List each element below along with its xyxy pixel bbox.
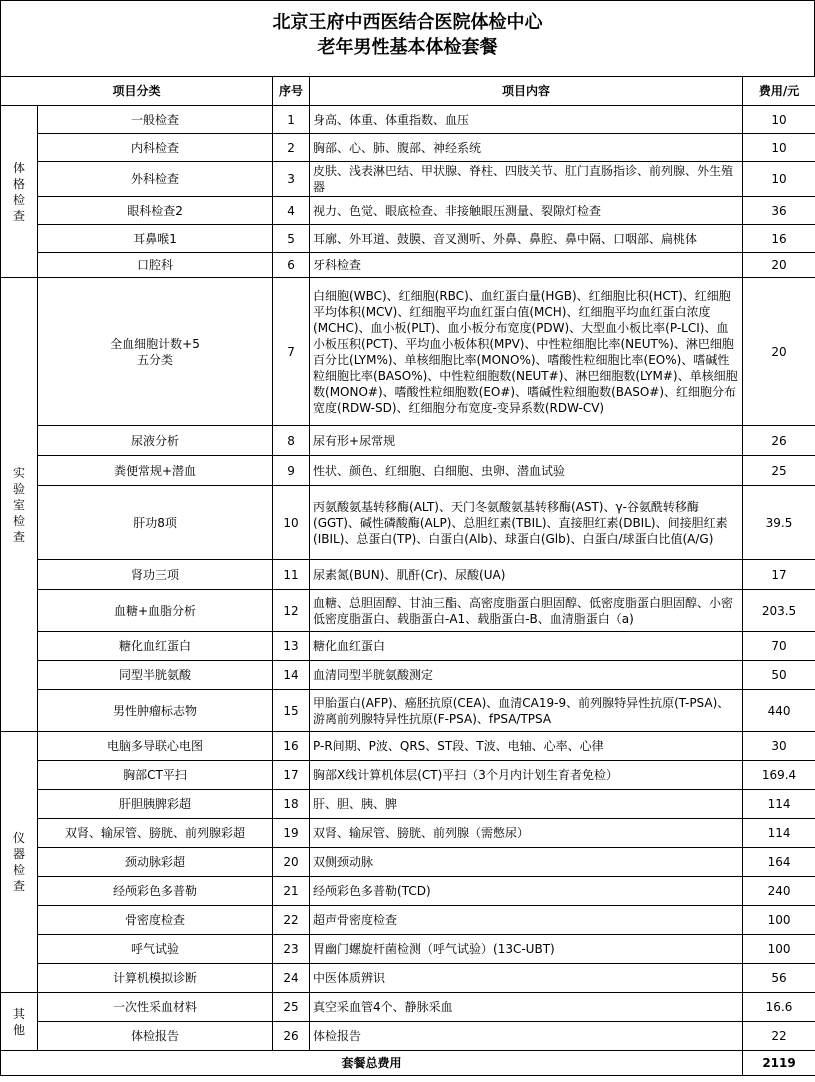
table-row [1, 278, 815, 426]
item-fee: 240 [743, 877, 815, 906]
item-fee: 20 [743, 278, 815, 426]
item-content: 胸部X线计算机体层(CT)平扫（3个月内计划生育者免检） [310, 761, 743, 790]
category-group-label [1, 106, 38, 278]
item-content: 牙科检查 [310, 253, 743, 278]
item-content: 身高、体重、体重指数、血压 [310, 106, 743, 134]
item-content: 中医体质辨识 [310, 964, 743, 993]
item-content: 糖化血红蛋白 [310, 632, 743, 661]
item-name: 骨密度检查 [38, 906, 273, 935]
item-content: 真空采血管4个、静脉采血 [310, 993, 743, 1022]
item-fee: 16.6 [743, 993, 815, 1022]
table-row [1, 456, 815, 486]
item-seq: 25 [273, 993, 310, 1022]
item-name: 尿液分析 [38, 426, 273, 456]
category-group-label [1, 278, 38, 732]
item-name: 肾功三项 [38, 560, 273, 590]
header-seq: 序号 [273, 77, 310, 106]
item-content: 皮肤、浅表淋巴结、甲状腺、脊柱、四肢关节、肛门直肠指诊、前列腺、外生殖器 [310, 162, 743, 197]
header-row [1, 77, 815, 106]
table-body [1, 106, 815, 1051]
category-group-text: 实验室检查 [12, 465, 25, 544]
item-fee: 25 [743, 456, 815, 486]
item-name: 胸部CT平扫 [38, 761, 273, 790]
table-row [1, 732, 815, 761]
item-seq: 21 [273, 877, 310, 906]
item-fee: 100 [743, 935, 815, 964]
table-row [1, 906, 815, 935]
item-fee: 30 [743, 732, 815, 761]
header-fee: 费用/元 [743, 77, 815, 106]
category-group-text: 其他 [12, 1006, 25, 1037]
table-row [1, 819, 815, 848]
item-seq: 14 [273, 661, 310, 690]
item-fee: 20 [743, 253, 815, 278]
item-name: 粪便常规+潜血 [38, 456, 273, 486]
item-name: 双肾、输尿管、膀胱、前列腺彩超 [38, 819, 273, 848]
item-seq: 19 [273, 819, 310, 848]
item-content: 尿有形+尿常规 [310, 426, 743, 456]
page-subtitle: 老年男性基本体检套餐 [317, 37, 498, 58]
item-content: 尿素氮(BUN)、肌酐(Cr)、尿酸(UA) [310, 560, 743, 590]
item-seq: 23 [273, 935, 310, 964]
item-name: 计算机模拟诊断 [38, 964, 273, 993]
item-name: 颈动脉彩超 [38, 848, 273, 877]
item-seq: 15 [273, 690, 310, 732]
item-content: 白细胞(WBC)、红细胞(RBC)、血红蛋白量(HGB)、红细胞比积(HCT)、红细胞平均体积(MCV)、红细胞平均血红蛋白值(MCH)、红细胞平均血红蛋白浓度(MCHC)、血小板(PLT)、血小板分布宽度(PDW)、大型血小板比率(P-LCI)、血小板压积(PCT)、平均血小板体积(MPV)、中性粒细胞比率(NEUT%)、淋巴细胞百分比(LYM%)、单核细胞比率(MONO%)、嗜酸性粒细胞比率(EO%)、嗜碱性粒细胞比率(BASO%)、中性粒细胞数(NEUT#)、淋巴细胞数(LYM#)、单核细胞数(MONO#)、嗜酸性粒细胞数(EO#)、嗜碱性粒细胞数(BASO#)、红细胞分布宽度(RDW-SD)、红细胞分布宽度-变异系数(RDW-CV) [310, 278, 743, 426]
item-seq: 6 [273, 253, 310, 278]
item-name: 口腔科 [38, 253, 273, 278]
item-name: 血糖+血脂分析 [38, 590, 273, 632]
table-row [1, 993, 815, 1022]
item-fee: 26 [743, 426, 815, 456]
item-content: 丙氨酸氨基转移酶(ALT)、天门冬氨酸氨基转移酶(AST)、γ-谷氨酰转移酶(GGT)、碱性磷酸酶(ALP)、总胆红素(TBIL)、直接胆红素(DBIL)、间接胆红素(IBIL)、总蛋白(TP)、白蛋白(Alb)、球蛋白(Glb)、白蛋白/球蛋白比值(A/G) [310, 486, 743, 560]
item-seq: 26 [273, 1022, 310, 1051]
table-row [1, 964, 815, 993]
item-seq: 3 [273, 162, 310, 197]
item-name: 全血细胞计数+5 五分类 [38, 278, 273, 426]
item-fee: 10 [743, 106, 815, 134]
item-fee: 16 [743, 225, 815, 253]
item-seq: 22 [273, 906, 310, 935]
category-group-label [1, 993, 38, 1051]
item-content: 双肾、输尿管、膀胱、前列腺（需憋尿） [310, 819, 743, 848]
item-fee: 114 [743, 819, 815, 848]
table-row [1, 253, 815, 278]
item-name: 内科检查 [38, 134, 273, 162]
item-fee: 50 [743, 661, 815, 690]
header-content: 项目内容 [310, 77, 743, 106]
item-name: 呼气试验 [38, 935, 273, 964]
item-seq: 4 [273, 197, 310, 225]
item-seq: 7 [273, 278, 310, 426]
item-seq: 13 [273, 632, 310, 661]
item-content: 体检报告 [310, 1022, 743, 1051]
item-fee: 56 [743, 964, 815, 993]
item-content: 双侧颈动脉 [310, 848, 743, 877]
item-name: 糖化血红蛋白 [38, 632, 273, 661]
item-seq: 16 [273, 732, 310, 761]
item-seq: 12 [273, 590, 310, 632]
table-row [1, 1022, 815, 1051]
item-name: 体检报告 [38, 1022, 273, 1051]
item-name: 男性肿瘤标志物 [38, 690, 273, 732]
item-fee: 169.4 [743, 761, 815, 790]
table-row [1, 790, 815, 819]
table-row [1, 106, 815, 134]
item-fee: 39.5 [743, 486, 815, 560]
table-row [1, 225, 815, 253]
item-name: 电脑多导联心电图 [38, 732, 273, 761]
item-content: 血糖、总胆固醇、甘油三酯、高密度脂蛋白胆固醇、低密度脂蛋白胆固醇、小密低密度脂蛋白、载脂蛋白-A1、载脂蛋白-B、血清脂蛋白（a) [310, 590, 743, 632]
item-name: 眼科检查2 [38, 197, 273, 225]
item-fee: 164 [743, 848, 815, 877]
item-seq: 2 [273, 134, 310, 162]
item-content: 血清同型半胱氨酸测定 [310, 661, 743, 690]
item-fee: 10 [743, 162, 815, 197]
item-name: 耳鼻喉1 [38, 225, 273, 253]
table-row [1, 134, 815, 162]
item-content: 耳廓、外耳道、鼓膜、音叉测听、外鼻、鼻腔、鼻中隔、口咽部、扁桃体 [310, 225, 743, 253]
total-value: 2119 [743, 1051, 815, 1076]
table-row [1, 690, 815, 732]
item-fee: 203.5 [743, 590, 815, 632]
table-row [1, 426, 815, 456]
item-content: P-R间期、P波、QRS、ST段、T波、电轴、心率、心律 [310, 732, 743, 761]
table-row [1, 560, 815, 590]
table-row [1, 877, 815, 906]
table-row [1, 632, 815, 661]
title-block [0, 0, 815, 76]
item-content: 视力、色觉、眼底检查、非接触眼压测量、裂隙灯检查 [310, 197, 743, 225]
package-table [0, 76, 815, 1076]
table-row [1, 761, 815, 790]
item-seq: 10 [273, 486, 310, 560]
item-seq: 24 [273, 964, 310, 993]
table-row [1, 162, 815, 197]
item-name: 肝胆胰脾彩超 [38, 790, 273, 819]
item-seq: 18 [273, 790, 310, 819]
item-name: 经颅彩色多普勒 [38, 877, 273, 906]
item-name: 同型半胱氨酸 [38, 661, 273, 690]
item-content: 胸部、心、肺、腹部、神经系统 [310, 134, 743, 162]
table-row [1, 935, 815, 964]
item-name: 一般检查 [38, 106, 273, 134]
item-seq: 8 [273, 426, 310, 456]
item-seq: 9 [273, 456, 310, 486]
table-row [1, 197, 815, 225]
item-seq: 20 [273, 848, 310, 877]
total-label: 套餐总费用 [1, 1051, 743, 1076]
item-fee: 10 [743, 134, 815, 162]
item-content: 经颅彩色多普勒(TCD) [310, 877, 743, 906]
item-content: 超声骨密度检查 [310, 906, 743, 935]
item-seq: 5 [273, 225, 310, 253]
category-group-text: 体格检查 [12, 160, 25, 223]
category-group-text: 仪器检查 [12, 831, 25, 893]
item-fee: 70 [743, 632, 815, 661]
item-fee: 17 [743, 560, 815, 590]
item-name: 一次性采血材料 [38, 993, 273, 1022]
item-fee: 36 [743, 197, 815, 225]
item-content: 胃幽门螺旋杆菌检测（呼气试验）(13C-UBT) [310, 935, 743, 964]
table-row [1, 848, 815, 877]
table-row [1, 661, 815, 690]
item-content: 肝、胆、胰、脾 [310, 790, 743, 819]
item-seq: 17 [273, 761, 310, 790]
item-fee: 114 [743, 790, 815, 819]
item-name: 肝功8项 [38, 486, 273, 560]
total-row [1, 1051, 815, 1076]
item-fee: 100 [743, 906, 815, 935]
item-seq: 1 [273, 106, 310, 134]
item-content: 甲胎蛋白(AFP)、癌胚抗原(CEA)、血清CA19-9、前列腺特异性抗原(T-PSA)、游离前列腺特异性抗原(F-PSA)、fPSA/TPSA [310, 690, 743, 732]
item-seq: 11 [273, 560, 310, 590]
header-category: 项目分类 [1, 77, 273, 106]
page-title: 北京王府中西医结合医院体检中心 [272, 12, 543, 33]
category-group-label [1, 732, 38, 993]
table-row [1, 486, 815, 560]
table-row [1, 590, 815, 632]
item-name: 外科检查 [38, 162, 273, 197]
item-fee: 440 [743, 690, 815, 732]
item-content: 性状、颜色、红细胞、白细胞、虫卵、潜血试验 [310, 456, 743, 486]
item-fee: 22 [743, 1022, 815, 1051]
